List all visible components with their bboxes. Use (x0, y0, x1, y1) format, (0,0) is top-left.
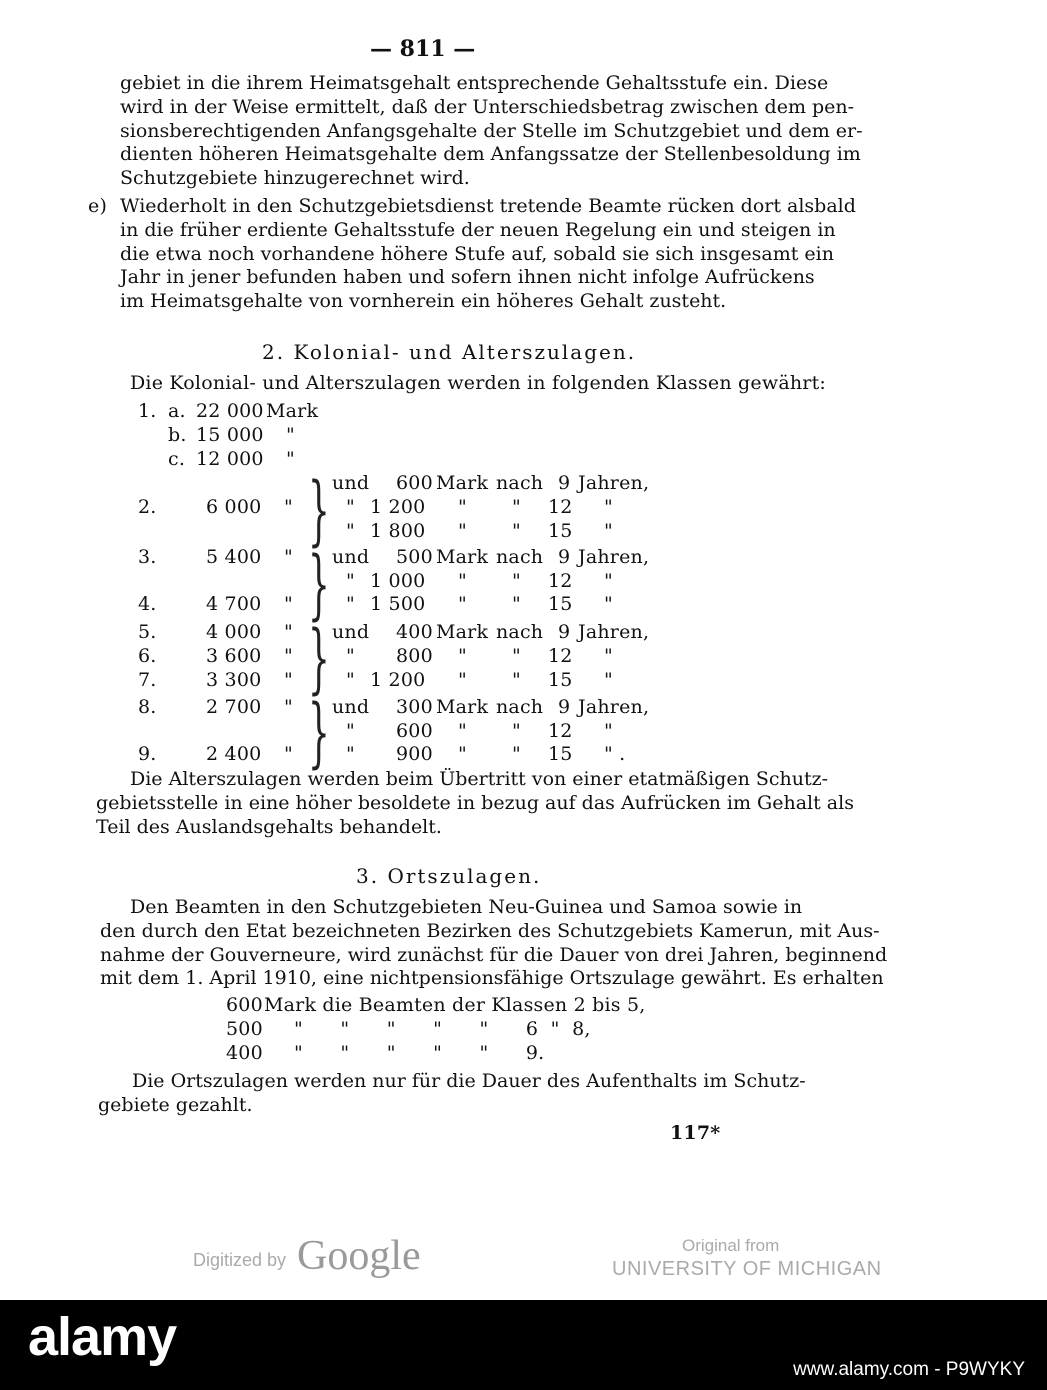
increment-nach: nach (496, 472, 544, 494)
increment-value: 900 (396, 743, 433, 765)
original-from-text: Original from (682, 1236, 780, 1255)
increment-value: 1 200 (370, 496, 426, 518)
increment-mark: Mark (436, 472, 489, 494)
increment-mark: Mark (436, 546, 489, 568)
increment-mark: " (458, 720, 467, 742)
ortszulage-text: Mark die Beamten der Klassen 2 bis 5, (264, 994, 646, 1016)
increment-jahre: " (604, 593, 613, 615)
increment-jahre: " . (604, 743, 626, 765)
section-3-heading: 3. Ortszulagen. (356, 864, 542, 888)
class-sub: a. (168, 400, 186, 422)
digitized-by-text: Digitized by (193, 1250, 287, 1270)
class-number: 6. (138, 645, 157, 667)
increment-value: 500 (396, 546, 433, 568)
text-line: im Heimatsgehalte von vornherein ein höheres Gehalt zusteht. (120, 290, 727, 313)
increment-years: 12 (548, 496, 573, 518)
increment-pre: und (332, 546, 370, 568)
text-line: sionsberechtigenden Anfangsgehalte der Stelle im Schutzgebiet und dem er- (120, 119, 863, 142)
text-line: in die früher erdiente Gehaltsstufe der neuen Regelung ein und steigen in (120, 218, 836, 241)
class-amount: 3 300 (206, 669, 262, 691)
increment-value: 600 (396, 472, 433, 494)
class-unit: Mark (266, 400, 319, 422)
increment-nach: nach (496, 621, 544, 643)
increment-years: 15 (548, 743, 573, 765)
increment-pre: " (346, 743, 355, 765)
class-number: 1. (138, 400, 157, 422)
class-unit: " (284, 593, 293, 615)
increment-mark: " (458, 645, 467, 667)
section-3-closing (98, 1070, 808, 1118)
increment-pre: " (346, 570, 355, 592)
increment-nach: nach (496, 546, 544, 568)
ortszulage-amount: 500 (226, 1018, 263, 1040)
text-line: Teil des Auslandsgehalts behandelt. (96, 815, 442, 838)
increment-years: 9 (558, 621, 571, 643)
increment-pre: " (346, 593, 355, 615)
class-amount: 22 000 (196, 400, 264, 422)
brace: } (308, 613, 330, 702)
increment-nach: " (512, 743, 521, 765)
class-number: 7. (138, 669, 157, 691)
text-line: Den Beamten in den Schutzgebieten Neu-Guinea und Samoa sowie in (130, 896, 803, 918)
increment-nach: " (512, 496, 521, 518)
page-number: — 811 — (370, 36, 476, 62)
increment-years: 12 (548, 720, 573, 742)
class-sub: c. (168, 448, 186, 470)
increment-pre: " (346, 720, 355, 742)
class-unit: " (284, 546, 293, 568)
class-amount: 4 000 (206, 621, 262, 643)
ortszulage-amount: 600 (226, 994, 263, 1016)
increment-pre: und (332, 621, 370, 643)
text-line: gebiete gezahlt. (98, 1093, 253, 1116)
increment-value: 1 000 (370, 570, 426, 592)
class-number: 3. (138, 546, 157, 568)
increment-jahre: " (604, 669, 613, 691)
increment-nach: " (512, 720, 521, 742)
increment-jahre: " (604, 645, 613, 667)
class-number: 5. (138, 621, 157, 643)
signature-mark: 117* (670, 1122, 721, 1144)
increment-jahre: Jahren, (578, 546, 650, 568)
increment-mark: " (458, 743, 467, 765)
section-3-paragraph (100, 896, 888, 991)
ortszulage-text: " " " " " 9. (294, 1042, 545, 1064)
increment-pre: " (346, 645, 355, 667)
class-number: 2. (138, 496, 157, 518)
increment-value: 1 200 (370, 669, 426, 691)
text-line: die etwa noch vorhandene höhere Stufe auf, sobald sie sich insgesamt ein (120, 242, 834, 265)
increment-nach: " (512, 570, 521, 592)
class-number: 8. (138, 696, 157, 718)
increment-jahre: Jahren, (578, 472, 650, 494)
class-unit: " (286, 448, 295, 470)
increment-jahre: " (604, 496, 613, 518)
class-unit: " (286, 424, 295, 446)
text-line: wird in der Weise ermittelt, daß der Unterschiedsbetrag zwischen dem pen- (120, 95, 855, 118)
class-unit: " (284, 621, 293, 643)
item-e-paragraph (120, 195, 856, 314)
item-e-label: e) (88, 195, 108, 217)
class-unit: " (284, 496, 293, 518)
text-line: nahme der Gouverneure, wird zunächst für die Dauer von drei Jahren, beginnend (100, 943, 888, 966)
increment-value: 800 (396, 645, 433, 667)
increment-value: 600 (396, 720, 433, 742)
class-amount: 4 700 (206, 593, 262, 615)
increment-jahre: Jahren, (578, 696, 650, 718)
increment-years: 9 (558, 546, 571, 568)
class-amount: 6 000 (206, 496, 262, 518)
brace: } (308, 465, 330, 554)
increment-mark: " (458, 570, 467, 592)
increment-years: 9 (558, 696, 571, 718)
increment-years: 12 (548, 570, 573, 592)
ortszulage-amount: 400 (226, 1042, 263, 1064)
increment-jahre: Jahren, (578, 621, 650, 643)
google-logo: Google (297, 1233, 421, 1279)
increment-nach: " (512, 669, 521, 691)
increment-mark: " (458, 496, 467, 518)
university-text: UNIVERSITY OF MICHIGAN (612, 1258, 882, 1280)
top-paragraph (120, 72, 863, 191)
brace: } (308, 687, 330, 776)
text-line: Wiederholt in den Schutzgebietsdienst tretende Beamte rücken dort alsbald (120, 195, 856, 217)
class-unit: " (284, 743, 293, 765)
class-amount: 5 400 (206, 546, 262, 568)
class-number: 9. (138, 743, 157, 765)
increment-mark: Mark (436, 696, 489, 718)
increment-value: 1 500 (370, 593, 426, 615)
increment-pre: " (346, 669, 355, 691)
text-line: Die Ortszulagen werden nur für die Dauer des Aufenthalts im Schutz- (132, 1070, 806, 1092)
increment-value: 300 (396, 696, 433, 718)
text-line: Die Alterszulagen werden beim Übertritt von einer etatmäßigen Schutz- (130, 768, 829, 790)
alamy-logo: alamy (28, 1307, 177, 1367)
increment-years: 9 (558, 472, 571, 494)
class-amount: 2 700 (206, 696, 262, 718)
class-unit: " (284, 696, 293, 718)
increment-mark: " (458, 669, 467, 691)
increment-jahre: " (604, 570, 613, 592)
text-line: den durch den Etat bezeichneten Bezirken des Schutzgebiets Kamerun, mit Aus- (100, 919, 880, 942)
increment-nach: " (512, 593, 521, 615)
text-line: mit dem 1. April 1910, eine nichtpensionsfähige Ortszulage gewährt. Es erhalten (100, 967, 884, 990)
class-amount: 12 000 (196, 448, 264, 470)
increment-mark: " (458, 593, 467, 615)
class-sub: b. (168, 424, 187, 446)
increment-mark: Mark (436, 621, 489, 643)
increment-value: 1 800 (370, 520, 426, 542)
section-2-heading: 2. Kolonial- und Alterszulagen. (262, 340, 637, 364)
class-amount: 15 000 (196, 424, 264, 446)
increment-nach: nach (496, 696, 544, 718)
increment-value: 400 (396, 621, 433, 643)
class-unit: " (284, 645, 293, 667)
class-amount: 2 400 (206, 743, 262, 765)
class-unit: " (284, 669, 293, 691)
increment-jahre: " (604, 720, 613, 742)
increment-jahre: " (604, 520, 613, 542)
increment-years: 15 (548, 669, 573, 691)
section-2-intro: Die Kolonial- und Alterszulagen werden in folgenden Klassen gewährt: (130, 372, 827, 394)
increment-pre: und (332, 472, 370, 494)
text-line: gebiet in die ihrem Heimatsgehalt entsprechende Gehaltsstufe ein. Diese (120, 72, 829, 94)
increment-nach: " (512, 645, 521, 667)
text-line: Schutzgebiete hinzugerechnet wird. (120, 167, 470, 190)
section-2-closing (96, 768, 854, 839)
increment-nach: " (512, 520, 521, 542)
text-line: dienten höheren Heimatsgehalte dem Anfangssatze der Stellenbesoldung im (120, 143, 861, 166)
class-amount: 3 600 (206, 645, 262, 667)
class-number: 4. (138, 593, 157, 615)
increment-years: 12 (548, 645, 573, 667)
increment-years: 15 (548, 593, 573, 615)
increment-pre: und (332, 696, 370, 718)
alamy-url: www.alamy.com - P9WYKY (793, 1359, 1025, 1380)
increment-years: 15 (548, 520, 573, 542)
brace: } (308, 539, 330, 628)
increment-pre: " (346, 496, 355, 518)
increment-pre: " (346, 520, 355, 542)
text-line: Jahr in jener befunden haben und sofern ihnen nicht infolge Aufrückens (120, 266, 815, 289)
ortszulage-text: " " " " " 6 " 8, (294, 1018, 591, 1040)
text-line: gebietsstelle in eine höher besoldete in bezug auf das Aufrücken im Gehalt als (96, 791, 854, 814)
increment-mark: " (458, 520, 467, 542)
